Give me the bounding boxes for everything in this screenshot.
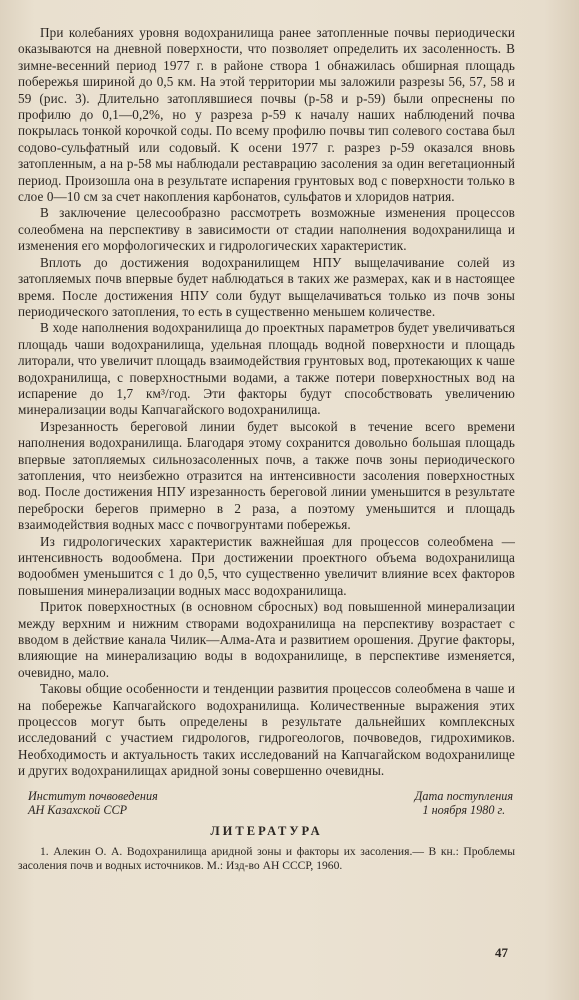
paragraph-1: При колебаниях уровня водохранилища ранее затопленные почвы периодически оказываются на дневной поверхности, что позволяет определить их засоленность. В зимне-весенний период 1977 г. в районе створа 1 обнажилась обширная площадь побережья шириной до 0,5 км. На этой территории мы заложили разрезы 56, 57, 58 и 59 (рис. 3). Длительно затоплявшиеся почвы (р-58 и р-59) были опреснены по профилю до 0,1—0,2%, но у разреза р-59 к началу наших наблюдений почва покрылась тонкой корочкой соды. По всему профилю почвы тип солевого состава был содово-сульфатный или содовый. К осени 1977 г. разрез р-59 оказался вновь затопленным, а на р-58 мы наблюдали реставрацию засоления за один вегетационный период. Произошла она в результате испарения грунтовых вод с поверхности только в слое 0—10 см за счет накопления карбонатов, сульфатов и хлоридов натрия. — [18, 25, 515, 205]
received-date — [415, 789, 515, 817]
paragraph-5: Изрезанность береговой линии будет высокой в течение всего времени наполнения водохранилища. Благодаря этому сохранится довольно большая площадь впервые затопляемых сильнозасоленных почв, а также почв зоны периодического затопления, что неизбежно отразится на интенсивности засоления поверхностных вод. После достижения НПУ изрезанность береговой линии уменьшится в результате переброски берегов примерно в 2 раза, а поэтому уменьшится и площадь взаимодействия водных масс с почвогрунтами побережья. — [18, 418, 515, 533]
received-label: Дата поступления — [414, 788, 513, 803]
affiliation-academy: АН Казахской ССР — [28, 802, 128, 817]
affiliation-institute: Институт почвоведения — [28, 788, 158, 803]
reference-item-1: 1. Алекин О. А. Водохранилища аридной зоны и факторы их засоления.— В кн.: Проблемы засоления почв и водных источников. М.: Изд-во АН СССР, 1960. — [18, 844, 515, 872]
references-heading: ЛИТЕРАТУРА — [210, 823, 323, 838]
paragraph-8: Таковы общие особенности и тенденции развития процессов солеобмена в чаше и на побережье Капчагайского водохранилища. Количественные выражения этих процессов могут быть определены в результате дальнейших комплексных исследований с участием гидрологов, гидрогеологов, почвоведов, гидрохимиков. Необходимость и актуальность таких исследований на Капчагайском водохранилище и других водохранилищах аридной зоны совершенно очевидны. — [18, 681, 515, 779]
article-body — [18, 25, 515, 873]
paragraph-4: В ходе наполнения водохранилища до проектных параметров будет увеличиваться площадь чаши водохранилища, удельная площадь водной поверхности и площадь литорали, что увеличит площадь взаимодействия грунтовых вод, протекающих к чаше водохранилища, с поверхностными водами, а также потери поверхностных вод на испарение до 1,7 км³/год. Эти факторы будут способствовать увеличению минерализации воды Капчагайского водохранилища. — [18, 320, 515, 418]
signature-block — [18, 789, 515, 817]
paragraph-7: Приток поверхностных (в основном сбросных) вод повышенной минерализации между верхним и нижним створами водохранилища на перспективу возрастает с вводом в действие канала Чилик—Алма-Ата и развитием орошения. Другие факторы, влияющие на минерализацию воды в водохранилище, в перспективе изменяется, очевидно, мало. — [18, 599, 515, 680]
paragraph-3: Вплоть до достижения водохранилищем НПУ выщелачивание солей из затопляемых почв впервые будет наблюдаться в таких же размерах, как и в настоящее время. После достижения НПУ соли будут выщелачиваться только из почв зоны периодического затопления, то есть в существенно меньшем количестве. — [18, 254, 515, 319]
received-value: 1 ноября 1980 г. — [422, 802, 506, 817]
page-number: 47 — [495, 945, 508, 960]
paragraph-2: В заключение целесообразно рассмотреть возможные изменения процессов солеобмена на перспективу в зависимости от стадии наполнения водохранилища и изменения его морфологических и гидрологических характеристик. — [18, 205, 515, 254]
affiliation — [18, 789, 158, 817]
paragraph-6: Из гидрологических характеристик важнейшая для процессов солеобмена — интенсивность водообмена. При достижении проектного объема водохранилища водообмен уменьшится с 1 до 0,5, что существенно увеличит влияние всех факторов повышения минерализации водных масс водохранилища. — [18, 533, 515, 598]
